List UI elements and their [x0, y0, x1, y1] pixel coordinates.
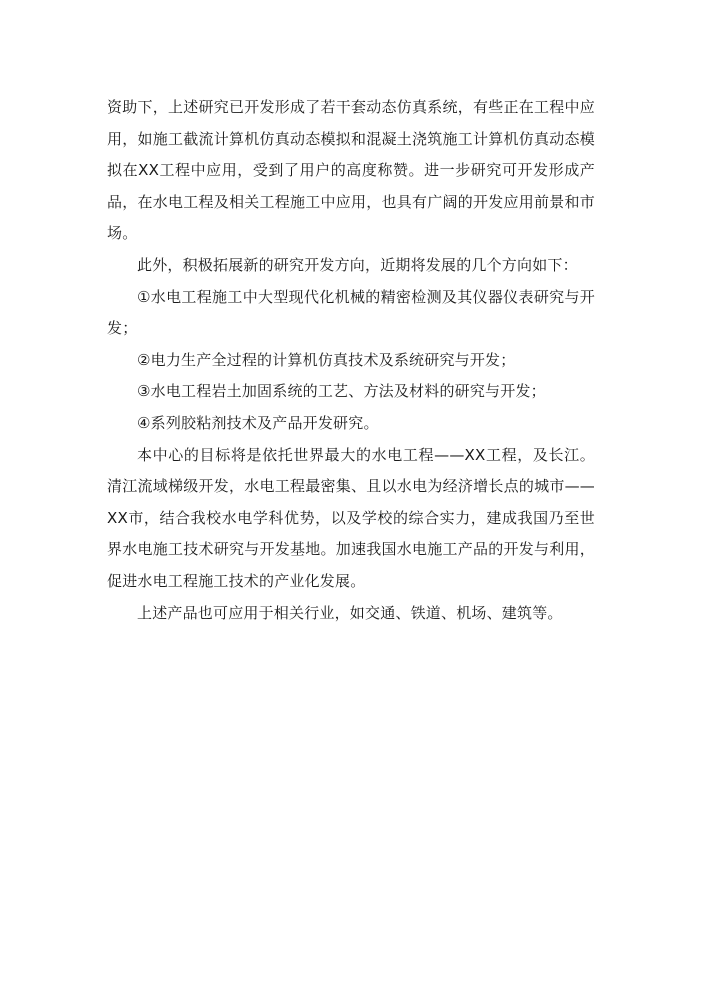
document-body: [107, 92, 595, 629]
paragraph-center-goal: 本中心的目标将是依托世界最大的水电工程——XX工程，及长江。清江流域梯级开发，水电工程最密集、且以水电为经济增长点的城市——XX市，结合我校水电学科优势，以及学校的综合实力，建成我国乃至世界水电施工技术研究与开发基地。加速我国水电施工产品的开发与利用，促进水电工程施工技术的产业化发展。: [107, 445, 595, 590]
paragraph-new-directions-intro: 此外，积极拓展新的研究开发方向，近期将发展的几个方向如下：: [137, 255, 578, 274]
paragraph-related-industries: 上述产品也可应用于相关行业，如交通、铁道、机场、建筑等。: [137, 603, 563, 622]
list-item-direction-4: ④系列胶粘剂技术及产品开发研究。: [137, 413, 379, 432]
list-item-direction-3: ③水电工程岩土加固系统的工艺、方法及材料的研究与开发；: [137, 382, 546, 401]
list-item-direction-2: ②电力生产全过程的计算机仿真技术及系统研究与开发；: [137, 350, 516, 369]
list-item-direction-1: ①水电工程施工中大型现代化机械的精密检测及其仪器仪表研究与开发；: [107, 287, 595, 338]
paragraph-funding-continuation: 资助下，上述研究已开发形成了若干套动态仿真系统，有些正在工程中应用，如施工截流计算机仿真动态模拟和混凝土浇筑施工计算机仿真动态模拟在XX工程中应用，受到了用户的高度称赞。进一步研究可开发形成产品，在水电工程及相关工程施工中应用，也具有广阔的开发应用前景和市场。: [107, 98, 595, 243]
